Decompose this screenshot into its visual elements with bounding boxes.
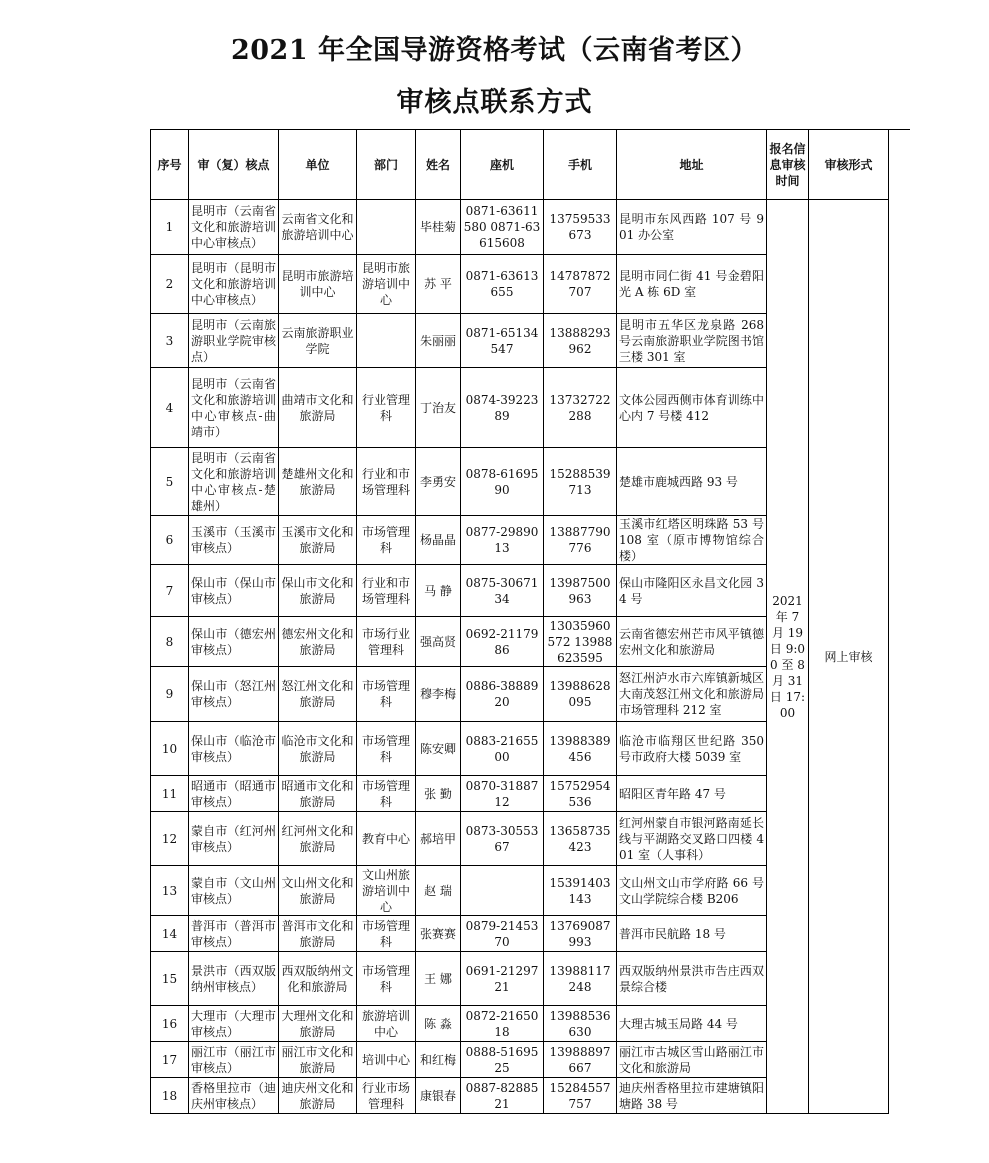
cell-address: 怒江州泸水市六库镇新城区大南茂怒江州文化和旅游局市场管理科 212 室 xyxy=(617,667,767,722)
cell-point: 保山市（保山市审核点） xyxy=(189,565,279,617)
cell-mobile: 13987500963 xyxy=(544,565,617,617)
cell-landline: 0886-3888920 xyxy=(461,667,544,722)
document-title-line1: 2021 年全国导游资格考试（云南省考区） xyxy=(230,35,759,66)
cell-name: 马 静 xyxy=(416,565,461,617)
cell-seq: 2 xyxy=(151,255,189,314)
cell-point: 香格里拉市（迪庆州审核点） xyxy=(189,1078,279,1114)
cell-seq: 16 xyxy=(151,1006,189,1042)
cell-seq: 15 xyxy=(151,952,189,1006)
cell-point: 蒙自市（红河州审核点） xyxy=(189,812,279,866)
cell-address: 丽江市古城区雪山路丽江市文化和旅游局 xyxy=(617,1042,767,1078)
cell-name: 朱丽丽 xyxy=(416,314,461,368)
cell-address: 西双版纳州景洪市告庄西双景综合楼 xyxy=(617,952,767,1006)
header-seq: 序号 xyxy=(151,130,189,200)
document-title-line2: 审核点联系方式 xyxy=(396,87,593,118)
cell-dept: 市场管理科 xyxy=(357,952,416,1006)
cell-mobile: 15288539713 xyxy=(544,448,617,516)
cell-name: 郝培甲 xyxy=(416,812,461,866)
cell-point: 保山市（临沧市审核点） xyxy=(189,722,279,776)
cell-name: 康银春 xyxy=(416,1078,461,1114)
cell-address: 临沧市临翔区世纪路 350 号市政府大楼 5039 室 xyxy=(617,722,767,776)
cell-name: 穆李梅 xyxy=(416,667,461,722)
cell-name: 陈安卿 xyxy=(416,722,461,776)
cell-name: 陈 淼 xyxy=(416,1006,461,1042)
cell-mobile: 13769087993 xyxy=(544,916,617,952)
cell-point: 蒙自市（文山州审核点） xyxy=(189,866,279,916)
cell-point: 昆明市（云南省文化和旅游培训中心审核点-曲靖市） xyxy=(189,368,279,448)
cell-address: 玉溪市红塔区明珠路 53 号 108 室（原市博物馆综合楼） xyxy=(617,516,767,565)
cell-name: 张 勤 xyxy=(416,776,461,812)
cell-address: 云南省德宏州芒市风平镇德宏州文化和旅游局 xyxy=(617,617,767,667)
cell-landline: 0871-63611580 0871-63615608 xyxy=(461,200,544,255)
cell-seq: 9 xyxy=(151,667,189,722)
cell-name: 赵 瑞 xyxy=(416,866,461,916)
cell-point: 保山市（怒江州审核点） xyxy=(189,667,279,722)
cell-name: 强高贤 xyxy=(416,617,461,667)
cell-dept: 教育中心 xyxy=(357,812,416,866)
cell-dept: 旅游培训中心 xyxy=(357,1006,416,1042)
cell-seq: 3 xyxy=(151,314,189,368)
cell-dept: 培训中心 xyxy=(357,1042,416,1078)
cell-dept: 市场管理科 xyxy=(357,916,416,952)
cell-point: 昆明市（云南省文化和旅游培训中心审核点） xyxy=(189,200,279,255)
cell-mobile: 13988117248 xyxy=(544,952,617,1006)
cell-address: 大理古城玉局路 44 号 xyxy=(617,1006,767,1042)
cell-dept: 市场管理科 xyxy=(357,722,416,776)
cell-unit: 玉溪市文化和旅游局 xyxy=(279,516,357,565)
cell-dept: 行业和市场管理科 xyxy=(357,565,416,617)
cell-address: 红河州蒙自市银河路南延长线与平湖路交叉路口四楼 401 室（人事科） xyxy=(617,812,767,866)
cell-landline: 0877-2989013 xyxy=(461,516,544,565)
cell-landline: 0875-3067134 xyxy=(461,565,544,617)
cell-landline: 0872-2165018 xyxy=(461,1006,544,1042)
cell-address: 昆明市同仁街 41 号金碧阳光 A 栋 6D 室 xyxy=(617,255,767,314)
cell-name: 丁治友 xyxy=(416,368,461,448)
cell-unit: 怒江州文化和旅游局 xyxy=(279,667,357,722)
cell-address: 文体公园西侧市体育训练中心内 7 号楼 412 xyxy=(617,368,767,448)
header-extension-line xyxy=(888,129,910,130)
cell-unit: 昭通市文化和旅游局 xyxy=(279,776,357,812)
cell-mobile: 15284557757 xyxy=(544,1078,617,1114)
cell-address: 文山州文山市学府路 66 号文山学院综合楼 B206 xyxy=(617,866,767,916)
cell-point: 昆明市（云南旅游职业学院审核点） xyxy=(189,314,279,368)
cell-landline: 0871-65134547 xyxy=(461,314,544,368)
cell-name: 杨晶晶 xyxy=(416,516,461,565)
cell-unit: 丽江市文化和旅游局 xyxy=(279,1042,357,1078)
cell-landline: 0883-2165500 xyxy=(461,722,544,776)
cell-dept: 市场行业管理科 xyxy=(357,617,416,667)
cell-mobile: 13988389456 xyxy=(544,722,617,776)
header-unit: 单位 xyxy=(279,130,357,200)
cell-dept: 昆明市旅游培训中心 xyxy=(357,255,416,314)
cell-mobile: 13888293962 xyxy=(544,314,617,368)
cell-mobile: 13887790776 xyxy=(544,516,617,565)
cell-point: 景洪市（西双版纳州审核点） xyxy=(189,952,279,1006)
table-header-row xyxy=(151,130,889,200)
cell-seq: 12 xyxy=(151,812,189,866)
cell-seq: 14 xyxy=(151,916,189,952)
cell-unit: 楚雄州文化和旅游局 xyxy=(279,448,357,516)
cell-name: 毕桂菊 xyxy=(416,200,461,255)
cell-time-merged: 2021 年 7 月 19 日 9:00 至 8 月 31 日 17:00 xyxy=(767,200,809,1114)
cell-seq: 10 xyxy=(151,722,189,776)
cell-point: 大理市（大理市审核点） xyxy=(189,1006,279,1042)
cell-seq: 11 xyxy=(151,776,189,812)
cell-landline: 0873-3055367 xyxy=(461,812,544,866)
cell-point: 昆明市（昆明市文化和旅游培训中心审核点） xyxy=(189,255,279,314)
cell-address: 昆明市东风西路 107 号 901 办公室 xyxy=(617,200,767,255)
cell-address: 保山市隆阳区永昌文化园 34 号 xyxy=(617,565,767,617)
cell-address: 昆明市五华区龙泉路 268 号云南旅游职业学院图书馆三楼 301 室 xyxy=(617,314,767,368)
cell-dept: 市场管理科 xyxy=(357,667,416,722)
table-row xyxy=(151,200,889,255)
cell-dept: 行业和市场管理科 xyxy=(357,448,416,516)
cell-address: 普洱市民航路 18 号 xyxy=(617,916,767,952)
header-dept: 部门 xyxy=(357,130,416,200)
cell-mobile: 13988628095 xyxy=(544,667,617,722)
cell-dept: 行业市场管理科 xyxy=(357,1078,416,1114)
cell-mobile: 14787872707 xyxy=(544,255,617,314)
cell-unit: 普洱市文化和旅游局 xyxy=(279,916,357,952)
cell-landline: 0691-2129721 xyxy=(461,952,544,1006)
cell-dept: 市场管理科 xyxy=(357,516,416,565)
cell-mobile: 15752954536 xyxy=(544,776,617,812)
table-body xyxy=(151,200,889,1114)
cell-landline: 0878-6169590 xyxy=(461,448,544,516)
cell-seq: 8 xyxy=(151,617,189,667)
cell-seq: 6 xyxy=(151,516,189,565)
cell-name: 张赛赛 xyxy=(416,916,461,952)
cell-dept: 文山州旅游培训中心 xyxy=(357,866,416,916)
cell-dept: 市场管理科 xyxy=(357,776,416,812)
cell-mobile: 13035960572 13988623595 xyxy=(544,617,617,667)
cell-unit: 西双版纳州文化和旅游局 xyxy=(279,952,357,1006)
cell-dept xyxy=(357,314,416,368)
cell-name: 王 娜 xyxy=(416,952,461,1006)
cell-mobile: 13988536630 xyxy=(544,1006,617,1042)
cell-dept xyxy=(357,200,416,255)
cell-point: 丽江市（丽江市审核点） xyxy=(189,1042,279,1078)
cell-unit: 德宏州文化和旅游局 xyxy=(279,617,357,667)
cell-unit: 曲靖市文化和旅游局 xyxy=(279,368,357,448)
cell-landline xyxy=(461,866,544,916)
cell-name: 李勇安 xyxy=(416,448,461,516)
cell-mobile: 15391403143 xyxy=(544,866,617,916)
cell-seq: 7 xyxy=(151,565,189,617)
cell-mobile: 13732722288 xyxy=(544,368,617,448)
header-mobile: 手机 xyxy=(544,130,617,200)
cell-seq: 1 xyxy=(151,200,189,255)
cell-address: 昭阳区青年路 47 号 xyxy=(617,776,767,812)
cell-seq: 17 xyxy=(151,1042,189,1078)
cell-landline: 0888-5169525 xyxy=(461,1042,544,1078)
cell-unit: 迪庆州文化和旅游局 xyxy=(279,1078,357,1114)
cell-unit: 昆明市旅游培训中心 xyxy=(279,255,357,314)
cell-landline: 0874-3922389 xyxy=(461,368,544,448)
cell-point: 昆明市（云南省文化和旅游培训中心审核点-楚雄州） xyxy=(189,448,279,516)
cell-point: 保山市（德宏州审核点） xyxy=(189,617,279,667)
cell-mobile: 13759533673 xyxy=(544,200,617,255)
cell-unit: 红河州文化和旅游局 xyxy=(279,812,357,866)
cell-unit: 云南旅游职业学院 xyxy=(279,314,357,368)
cell-name: 和红梅 xyxy=(416,1042,461,1078)
cell-unit: 临沧市文化和旅游局 xyxy=(279,722,357,776)
cell-point: 普洱市（普洱市审核点） xyxy=(189,916,279,952)
header-address: 地址 xyxy=(617,130,767,200)
contact-table xyxy=(150,129,889,1114)
header-landline: 座机 xyxy=(461,130,544,200)
cell-point: 玉溪市（玉溪市审核点） xyxy=(189,516,279,565)
cell-unit: 文山州文化和旅游局 xyxy=(279,866,357,916)
header-time: 报名信息审核时间 xyxy=(767,130,809,200)
header-form: 审核形式 xyxy=(809,130,889,200)
cell-name: 苏 平 xyxy=(416,255,461,314)
cell-unit: 云南省文化和旅游培训中心 xyxy=(279,200,357,255)
cell-point: 昭通市（昭通市审核点） xyxy=(189,776,279,812)
cell-seq: 18 xyxy=(151,1078,189,1114)
cell-mobile: 13988897667 xyxy=(544,1042,617,1078)
cell-seq: 13 xyxy=(151,866,189,916)
cell-address: 楚雄市鹿城西路 93 号 xyxy=(617,448,767,516)
cell-address: 迪庆州香格里拉市建塘镇阳塘路 38 号 xyxy=(617,1078,767,1114)
cell-unit: 大理州文化和旅游局 xyxy=(279,1006,357,1042)
header-point: 审（复）核点 xyxy=(189,130,279,200)
cell-landline: 0879-2145370 xyxy=(461,916,544,952)
cell-seq: 5 xyxy=(151,448,189,516)
cell-seq: 4 xyxy=(151,368,189,448)
header-name: 姓名 xyxy=(416,130,461,200)
cell-landline: 0887-8288521 xyxy=(461,1078,544,1114)
cell-mobile: 13658735423 xyxy=(544,812,617,866)
cell-landline: 0692-2117986 xyxy=(461,617,544,667)
cell-unit: 保山市文化和旅游局 xyxy=(279,565,357,617)
cell-form-merged: 网上审核 xyxy=(809,200,889,1114)
cell-landline: 0870-3188712 xyxy=(461,776,544,812)
cell-dept: 行业管理科 xyxy=(357,368,416,448)
cell-landline: 0871-63613655 xyxy=(461,255,544,314)
